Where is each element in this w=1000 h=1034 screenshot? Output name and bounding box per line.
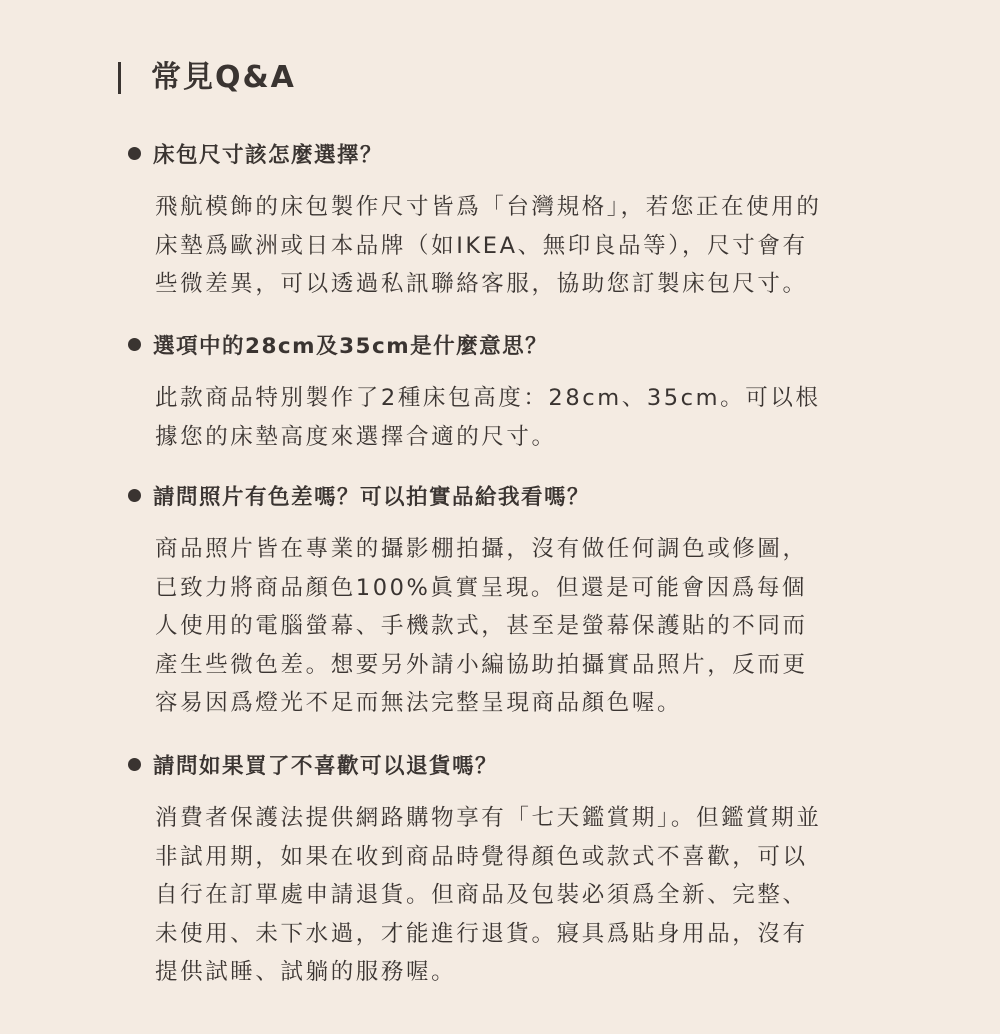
bullet-dot-icon	[128, 338, 141, 351]
faq-answer	[155, 188, 900, 304]
faq-item-color-difference	[128, 478, 908, 723]
faq-question-text: 請問照片有色差嗎？可以拍實品給我看嗎？	[153, 484, 591, 510]
faq-answer-line: 床墊爲歐洲或日本品牌（如IKEA、無印良品等），尺寸會有	[155, 232, 808, 259]
faq-answer-line: 人使用的電腦螢幕、手機款式，甚至是螢幕保護貼的不同而	[155, 613, 808, 639]
faq-question	[128, 747, 908, 781]
faq-item-return-policy	[128, 747, 908, 992]
faq-answer-line: 些微差異，可以透過私訊聯絡客服，協助您訂製床包尺寸。	[155, 271, 808, 297]
faq-answer-line: 未使用、未下水過，才能進行退貨。寢具爲貼身用品，沒有	[155, 920, 808, 947]
page-title: 常見Q&A	[151, 60, 296, 95]
bullet-dot-icon	[128, 758, 141, 771]
faq-answer-line: 據您的床墊高度來選擇合適的尺寸。	[155, 423, 557, 450]
faq-header	[118, 58, 296, 98]
faq-answer	[155, 799, 900, 992]
faq-answer-line: 提供試睡、試躺的服務喔。	[155, 959, 457, 985]
bullet-dot-icon	[128, 147, 141, 160]
faq-answer-line: 此款商品特別製作了2種床包高度：28cm、35cm。可以根	[155, 385, 821, 411]
faq-item-bed-size	[128, 136, 908, 304]
bullet-dot-icon	[128, 489, 141, 502]
faq-question	[128, 136, 908, 170]
faq-answer-line: 自行在訂單處申請退貨。但商品及包裝必須爲全新、完整、	[155, 882, 808, 908]
faq-question	[128, 327, 908, 361]
title-accent-bar	[118, 62, 121, 94]
faq-question-text: 請問如果買了不喜歡可以退貨嗎？	[153, 753, 499, 779]
faq-answer-line: 飛航模飾的床包製作尺寸皆爲「台灣規格」，若您正在使用的	[155, 194, 822, 220]
faq-answer-line: 容易因爲燈光不足而無法完整呈現商品顏色喔。	[155, 690, 683, 716]
faq-question	[128, 478, 908, 512]
faq-question-text: 床包尺寸該怎麼選擇？	[153, 142, 384, 168]
faq-answer	[155, 530, 900, 723]
faq-answer-line: 商品照片皆在專業的攝影棚拍攝，沒有做任何調色或修圖，	[155, 536, 808, 562]
faq-answer-line: 非試用期，如果在收到商品時覺得顏色或款式不喜歡，可以	[155, 843, 808, 870]
faq-answer-line: 產生些微色差。想要另外請小編協助拍攝實品照片，反而更	[155, 651, 808, 678]
faq-item-height-option	[128, 327, 908, 456]
faq-answer-line: 已致力將商品顏色100%眞實呈現。但還是可能會因爲每個	[155, 574, 808, 601]
faq-answer-line: 消費者保護法提供網路購物享有「七天鑑賞期」。但鑑賞期並	[155, 805, 822, 831]
faq-answer	[155, 379, 900, 456]
faq-question-text: 選項中的28cm及35cm是什麼意思？	[153, 333, 549, 359]
